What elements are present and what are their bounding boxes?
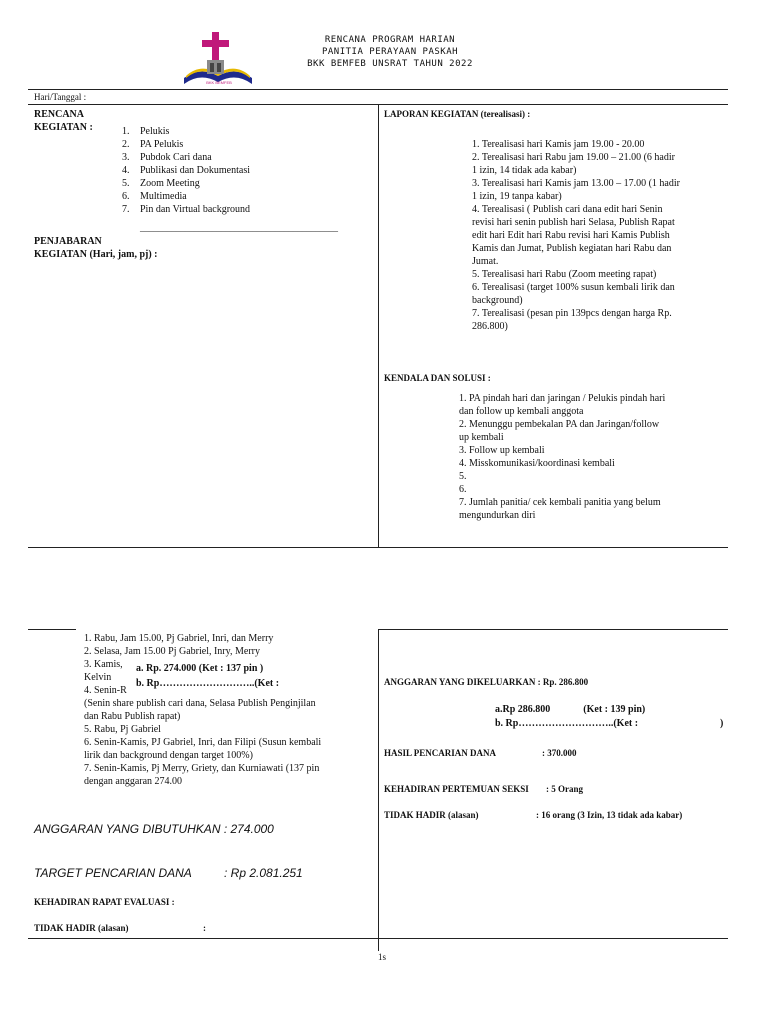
list-item: dengan anggaran 274.00: [84, 776, 183, 787]
kehadiran-seksi-value: : 5 Orang: [546, 784, 583, 794]
list-item: 4. Terealisasi ( Publish cari dana edit hari Senin: [472, 204, 663, 215]
penjabaran-label: PENJABARAN KEGIATAN (Hari, jam, pj) :: [34, 236, 158, 260]
kendala-label: KENDALA DAN SOLUSI :: [384, 373, 491, 383]
list-item: 6. Terealisasi (target 100% susun kembali lirik dan: [472, 282, 675, 293]
list-item: 1. Pelukis: [122, 126, 170, 137]
kendala-list: [459, 392, 665, 522]
list-item: dan Rabu Publish rapat): [84, 711, 181, 722]
anggaran-line-b-close: ): [720, 718, 724, 729]
list-item: 1. Rabu, Jam 15.00, Pj Gabriel, Inri, dan Merry: [84, 633, 274, 644]
target-pencarian-value: : Rp 2.081.251: [224, 866, 303, 880]
hasil-pencarian-label: HASIL PENCARIAN DANA: [384, 748, 497, 758]
logo: [180, 30, 258, 90]
list-item: Kelvin: [84, 672, 112, 683]
list-item: edit hari Edit hari Rabu revisi hari Kamis Publish: [472, 230, 670, 241]
jadwal-overlay-a: a. Rp. 274.000 (Ket : 137 pin ): [136, 663, 264, 674]
list-item: 2. Menunggu pembekalan PA dan Jaringan/follow: [459, 419, 660, 430]
list-item: 3. Pubdok Cari dana: [122, 152, 212, 163]
header-line-1: RENCANA PROGRAM HARIAN: [324, 35, 456, 45]
table-top-border: [28, 89, 728, 90]
list-item: mengundurkan diri: [459, 510, 536, 521]
list-item: up kembali: [459, 432, 504, 443]
page-number: 1s: [378, 952, 387, 962]
list-item: 7. Pin dan Virtual background: [122, 204, 251, 215]
list-item: 2. Terealisasi hari Rabu jam 19.00 – 21.00 (6 hadir: [472, 152, 675, 163]
list-item: 2. Selasa, Jam 15.00 Pj Gabriel, Inry, Merry: [84, 646, 260, 657]
column-divider-top: [378, 104, 379, 548]
list-item: 5. Zoom Meeting: [122, 178, 200, 189]
header-line-2: PANITIA PERAYAAN PASKAH: [321, 47, 459, 57]
laporan-list: [472, 138, 680, 333]
list-item: 6. Senin-Kamis, PJ Gabriel, Inri, dan Filipi (Susun kembali: [84, 737, 322, 748]
document-header: [270, 34, 510, 70]
kehadiran-seksi-label: KEHADIRAN PERTEMUAN SEKSI: [384, 784, 529, 794]
rencana-label: RENCANA KEGIATAN :: [34, 109, 93, 133]
rencana-list: [122, 125, 250, 216]
list-item: revisi hari senin publish hari Selasa, Publish Rapat: [472, 217, 675, 228]
list-item: Jumat.: [472, 256, 499, 267]
rencana-separator: ____________________________________________: [140, 223, 338, 233]
list-item: 7. Senin-Kamis, Pj Merry, Griety, dan Kurniawati (137 pin: [84, 763, 320, 774]
list-item: 286.800): [472, 321, 508, 332]
list-item: lirik dan background dengan target 100%): [84, 750, 253, 761]
list-item: 5.: [459, 471, 467, 482]
list-item: 2. PA Pelukis: [122, 139, 184, 150]
logo-text: BKK BEMFEB: [206, 80, 232, 85]
anggaran-line-a: a.Rp 286.800 (Ket : 139 pin): [495, 704, 646, 715]
jadwal-overlay-b: b. Rp………………………..(Ket :: [136, 678, 280, 689]
tidak-hadir-left-label: TIDAK HADIR (alasan): [34, 923, 129, 933]
list-item: 1. PA pindah hari dan jaringan / Pelukis pindah hari: [459, 393, 666, 404]
anggaran-dibutuhkan: ANGGARAN YANG DIBUTUHKAN : 274.000: [34, 822, 274, 836]
upper-table-bottom-border: [28, 547, 728, 548]
tidak-hadir-right-label: TIDAK HADIR (alasan): [384, 810, 479, 820]
lower-left-short-line: [28, 629, 76, 630]
list-item: dan follow up kembali anggota: [459, 406, 584, 417]
column-divider-lower: [378, 629, 379, 951]
list-item: 1 izin, 19 tanpa kabar): [472, 191, 562, 202]
list-item: 7. Terealisasi (pesan pin 139pcs dengan harga Rp.: [472, 308, 672, 319]
tidak-hadir-left-colon: :: [203, 923, 206, 933]
list-item: 4. Publikasi dan Dokumentasi: [122, 165, 250, 176]
list-item: 4. Senin-R: [84, 685, 127, 696]
lower-right-top-border: [378, 629, 728, 630]
list-item: background): [472, 295, 523, 306]
list-item: 1 izin, 14 tidak ada kabar): [472, 165, 577, 176]
header-line-3: BKK BEMFEB UNSRAT TAHUN 2022: [307, 59, 473, 69]
list-item: 5. Terealisasi hari Rabu (Zoom meeting rapat): [472, 269, 657, 280]
anggaran-line-b: b. Rp………………………..(Ket :: [495, 718, 639, 729]
anggaran-dikeluarkan: ANGGARAN YANG DIKELUARKAN : Rp. 286.800: [384, 677, 589, 687]
tidak-hadir-right-value: : 16 orang (3 Izin, 13 tidak ada kabar): [536, 810, 683, 820]
target-pencarian-label: TARGET PENCARIAN DANA: [34, 866, 192, 880]
list-item: 1. Terealisasi hari Kamis jam 19.00 - 20.00: [472, 139, 645, 150]
list-item: 6. Multimedia: [122, 191, 187, 202]
list-item: 3. Kamis,: [84, 659, 123, 670]
list-item: (Senin share publish cari dana, Selasa Publish Penginjilan: [84, 698, 316, 709]
list-item: 7. Jumlah panitia/ cek kembali panitia yang belum: [459, 497, 661, 508]
list-item: 5. Rabu, Pj Gabriel: [84, 724, 161, 735]
list-item: 4. Misskomunikasi/koordinasi kembali: [459, 458, 615, 469]
jadwal-list: [84, 632, 321, 788]
list-item: 3. Terealisasi hari Kamis jam 13.00 – 17.00 (1 hadir: [472, 178, 680, 189]
kehadiran-rapat-label: KEHADIRAN RAPAT EVALUASI :: [34, 897, 175, 907]
list-item: 6.: [459, 484, 467, 495]
hasil-pencarian-value: : 370.000: [542, 748, 577, 758]
list-item: Kamis dan Jumat, Publish kegiatan hari Rabu dan: [472, 243, 672, 254]
laporan-label: LAPORAN KEGIATAN (terealisasi) :: [384, 109, 531, 119]
date-label: Hari/Tanggal :: [34, 92, 87, 102]
lower-table-bottom-border: [28, 938, 728, 939]
list-item: 3. Follow up kembali: [459, 445, 545, 456]
